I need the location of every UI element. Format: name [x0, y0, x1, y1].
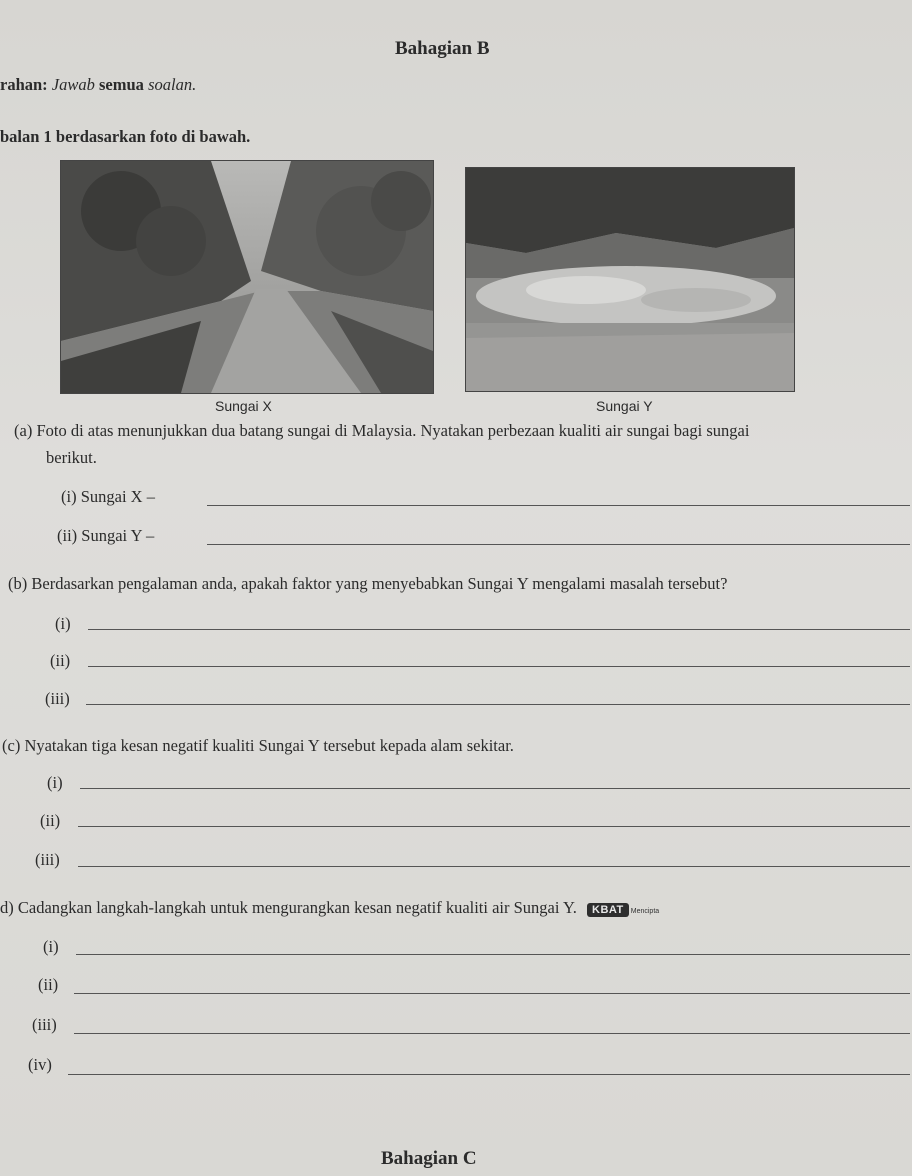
kbat-badge: KBAT: [587, 903, 629, 917]
instruction-italic: Jawab: [51, 75, 95, 94]
answer-line[interactable]: [68, 1074, 910, 1075]
answer-line[interactable]: [207, 544, 910, 545]
part-c-text: (c) Nyatakan tiga kesan negatif kualiti Sungai Y tersebut kepada alam sekitar.: [2, 736, 514, 755]
part-a-text-line1: (a) Foto di atas menunjukkan dua batang sungai di Malaysia. Nyatakan perbezaan kualiti air sungai bagi sungai: [14, 421, 750, 440]
part-b-item-label: (iii): [45, 689, 70, 708]
section-title: Bahagian B: [395, 38, 490, 59]
part-d-item-label: (iv): [28, 1055, 52, 1074]
part-c-item-label: (ii): [40, 811, 61, 830]
instruction-italic-2: soalan.: [148, 75, 197, 94]
river-polluted-image: [466, 168, 794, 391]
answer-line[interactable]: [78, 826, 910, 827]
part-a-text-line2: berikut.: [46, 448, 97, 467]
photo-caption-x: Sungai X: [215, 398, 272, 414]
part-a-item-label: (ii) Sungai Y –: [57, 526, 155, 545]
part-b-item-label: (ii): [50, 651, 71, 670]
answer-line[interactable]: [78, 866, 910, 867]
part-d-text: [0, 898, 659, 918]
answer-line[interactable]: [74, 1033, 910, 1034]
instruction-label: rahan:: [0, 75, 48, 94]
answer-line[interactable]: [80, 788, 910, 789]
kbat-badge-sub: Mencipta: [630, 908, 660, 915]
photo-caption-y: Sungai Y: [596, 398, 653, 414]
answer-line[interactable]: [88, 629, 910, 630]
part-b-item-label: (i): [55, 614, 71, 633]
part-d-item-label: (i): [43, 937, 59, 956]
answer-line[interactable]: [88, 666, 910, 667]
next-section-title: Bahagian C: [381, 1148, 477, 1169]
part-b-text: (b) Berdasarkan pengalaman anda, apakah faktor yang menyebabkan Sungai Y mengalami masalah tersebut?: [8, 574, 728, 593]
part-d-question: d) Cadangkan langkah-langkah untuk mengurangkan kesan negatif kualiti air Sungai Y.: [0, 898, 577, 917]
part-c-item-label: (iii): [35, 850, 60, 869]
photo-sungai-x: [60, 160, 434, 394]
answer-line[interactable]: [207, 505, 910, 506]
instruction-bold: semua: [99, 75, 144, 94]
river-clean-image: [61, 161, 433, 393]
answer-line[interactable]: [74, 993, 910, 994]
answer-line[interactable]: [86, 704, 910, 705]
part-a-item-label: (i) Sungai X –: [61, 487, 155, 506]
photo-sungai-y: [465, 167, 795, 392]
answer-line[interactable]: [76, 954, 910, 955]
question-intro: balan 1 berdasarkan foto di bawah.: [0, 127, 251, 146]
instruction: [0, 75, 196, 95]
part-d-item-label: (ii): [38, 975, 59, 994]
part-c-item-label: (i): [47, 773, 63, 792]
part-d-item-label: (iii): [32, 1015, 57, 1034]
